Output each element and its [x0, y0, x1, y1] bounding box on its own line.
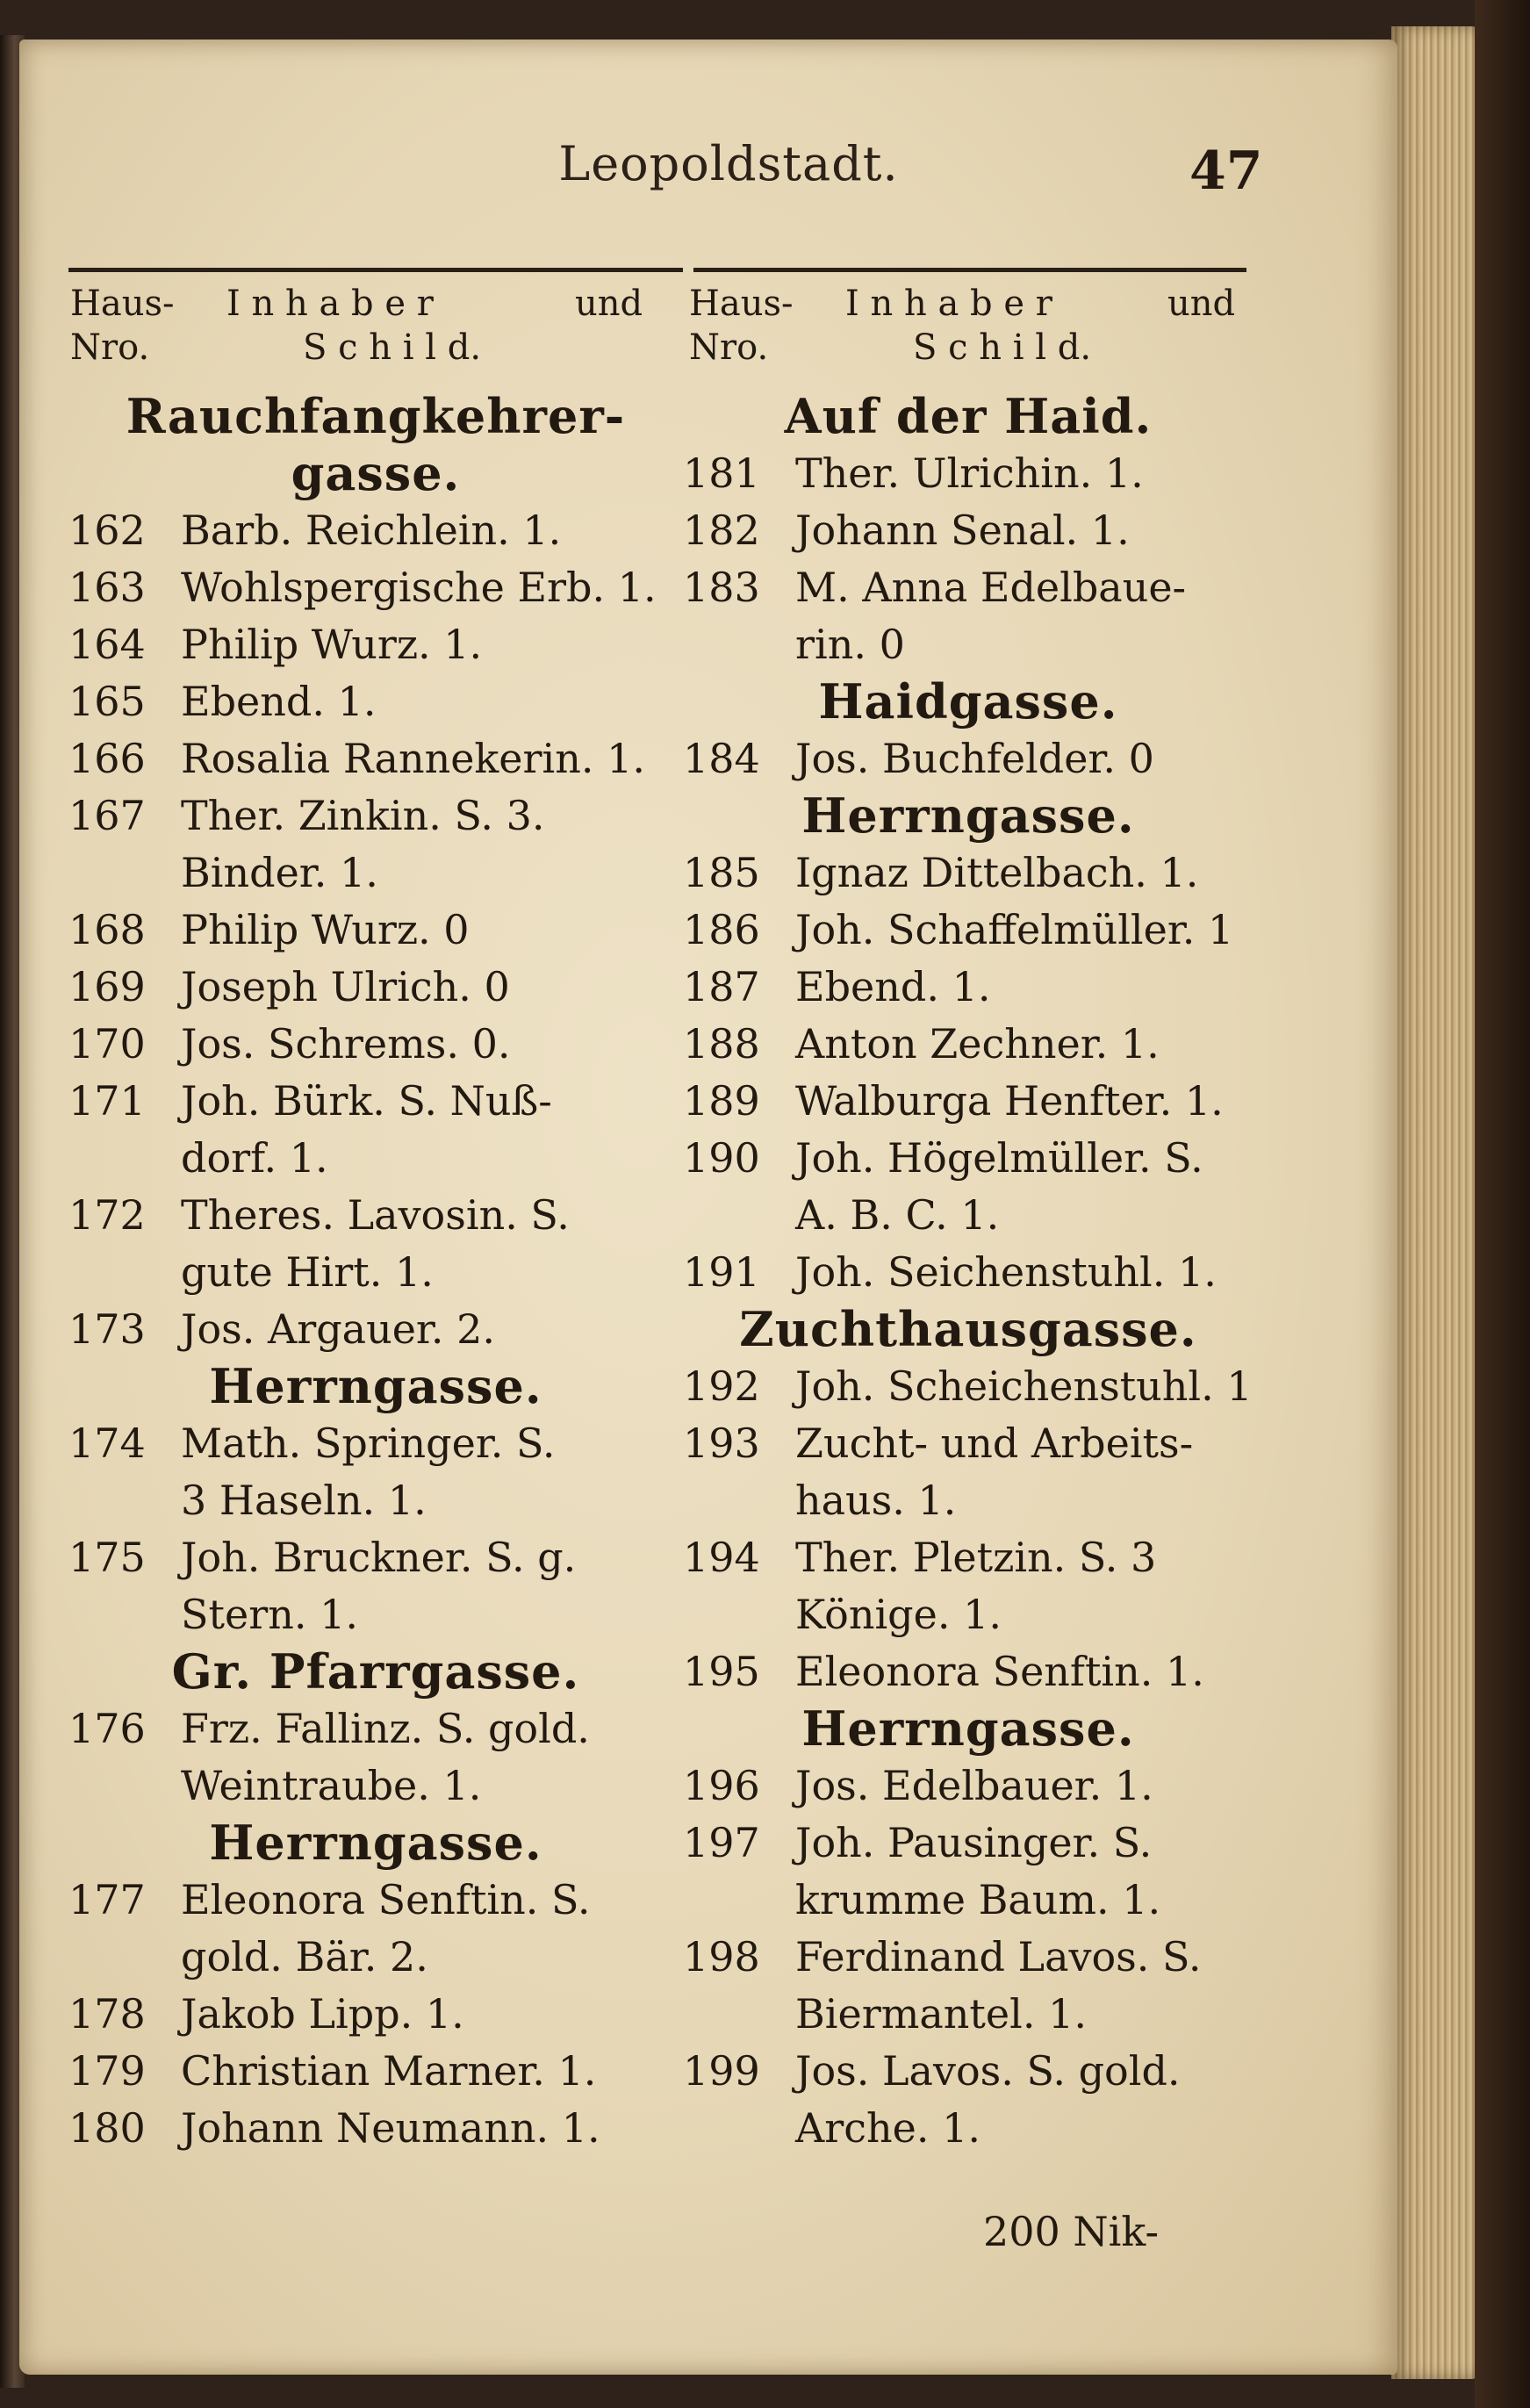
- entry-continuation: [68, 1130, 683, 1187]
- house-number: 182: [683, 507, 760, 554]
- owner-text: Arche. 1.: [795, 2104, 980, 2152]
- house-number: 189: [683, 1077, 760, 1125]
- entry-continuation: [68, 1244, 683, 1301]
- house-entry: [683, 559, 1253, 616]
- house-number: 194: [683, 1534, 760, 1581]
- house-number: 170: [68, 1020, 146, 1067]
- house-number: 186: [683, 906, 760, 953]
- house-number: 185: [683, 849, 760, 896]
- entry-continuation: [68, 1757, 683, 1815]
- owner-text: Stern. 1.: [181, 1591, 358, 1638]
- house-number: 180: [68, 2104, 146, 2152]
- house-entry: [68, 730, 683, 787]
- house-number: 175: [68, 1534, 146, 1581]
- page-edges: [1391, 26, 1479, 2379]
- owner-text: Rosalia Rannekerin. 1.: [181, 735, 645, 782]
- house-entry: [68, 616, 683, 673]
- entry-continuation: [683, 2100, 1253, 2157]
- owner-text: Biermantel. 1.: [795, 1990, 1087, 2038]
- street-heading: [683, 388, 1253, 445]
- house-number: 183: [683, 564, 760, 611]
- street-heading: [683, 787, 1253, 845]
- entry-continuation: [683, 1586, 1253, 1643]
- house-number: 193: [683, 1420, 760, 1467]
- house-number: 168: [68, 906, 146, 953]
- house-entry: [683, 1244, 1253, 1301]
- house-entry: [683, 502, 1253, 559]
- house-entry: [68, 559, 683, 616]
- house-number: 190: [683, 1134, 760, 1182]
- owner-text: Joh. Bürk. S. Nuß-: [181, 1077, 552, 1125]
- street-name: Gr. Pfarrgasse.: [171, 1643, 580, 1700]
- house-number: 188: [683, 1020, 760, 1067]
- owner-text: Christian Marner. 1.: [181, 2047, 597, 2095]
- owner-text: gold. Bär. 2.: [181, 1933, 428, 1980]
- owner-text: Jos. Schrems. 0.: [181, 1020, 511, 1067]
- house-entry: [683, 1415, 1253, 1472]
- street-name: gasse.: [291, 445, 461, 501]
- owner-text: Eleonora Senftin. 1.: [795, 1648, 1204, 1695]
- street-heading: [68, 1815, 683, 1872]
- owner-text: Joh. Pausinger. S.: [795, 1819, 1153, 1866]
- house-number: 178: [68, 1990, 146, 2038]
- house-entry: [68, 1073, 683, 1130]
- header-rule-left: [68, 268, 683, 272]
- street-name: Herrngasse.: [209, 1815, 542, 1871]
- house-entry: [683, 1073, 1253, 1130]
- street-heading: [68, 445, 683, 502]
- owner-text: Zucht- und Arbeits-: [795, 1420, 1194, 1467]
- owner-text: Ebend. 1.: [181, 678, 377, 725]
- house-entry: [683, 959, 1253, 1016]
- owner-text: Wohlspergische Erb. 1.: [181, 564, 657, 611]
- house-entry: [68, 502, 683, 559]
- owner-text: Philip Wurz. 1.: [181, 621, 483, 668]
- house-number: 179: [68, 2047, 146, 2095]
- street-heading: [68, 1358, 683, 1415]
- owner-text: haus. 1.: [795, 1477, 957, 1524]
- owner-text: Ther. Ulrichin. 1.: [795, 449, 1144, 497]
- house-number: 181: [683, 449, 760, 497]
- header-rule-right: [693, 268, 1246, 272]
- owner-text: Ther. Pletzin. S. 3: [795, 1534, 1157, 1581]
- house-number: 166: [68, 735, 146, 782]
- house-entry: [68, 1986, 683, 2043]
- entry-continuation: [68, 1586, 683, 1643]
- running-head: Leopoldstadt.: [558, 136, 899, 191]
- street-name: Herrngasse.: [801, 1700, 1135, 1757]
- und-label: und: [575, 284, 643, 324]
- street-heading: [683, 1301, 1253, 1358]
- house-number: 173: [68, 1305, 146, 1353]
- house-number: 196: [683, 1762, 760, 1809]
- inhaber-label: I n h a b e r: [226, 284, 434, 324]
- schild-label: S c h i l d.: [303, 327, 482, 368]
- street-name: Zuchthausgasse.: [739, 1301, 1197, 1357]
- house-number: 197: [683, 1819, 760, 1866]
- house-number: 163: [68, 564, 146, 611]
- und-label: und: [1167, 284, 1236, 324]
- owner-text: Ferdinand Lavos. S.: [795, 1933, 1202, 1980]
- owner-text: Theres. Lavosin. S.: [181, 1191, 570, 1239]
- owner-text: Philip Wurz. 0: [181, 906, 470, 953]
- house-entry: [683, 730, 1253, 787]
- haus-label: Haus-: [689, 284, 794, 324]
- owner-text: Joh. Bruckner. S. g.: [181, 1534, 577, 1581]
- house-entry: [683, 2043, 1253, 2100]
- house-number: 165: [68, 678, 146, 725]
- house-entry: [683, 845, 1253, 902]
- house-entry: [68, 2043, 683, 2100]
- street-heading: [683, 1700, 1253, 1757]
- owner-text: Ebend. 1.: [795, 963, 991, 1010]
- catchword: 200 Nik-: [983, 2208, 1159, 2255]
- book-cover-right: [1475, 0, 1530, 2408]
- street-heading: [68, 388, 683, 445]
- owner-text: Johann Senal. 1.: [795, 507, 1130, 554]
- owner-text: Jos. Edelbauer. 1.: [795, 1762, 1153, 1809]
- entry-continuation: [683, 1472, 1253, 1529]
- owner-text: Johann Neumann. 1.: [181, 2104, 600, 2152]
- house-number: 167: [68, 792, 146, 839]
- owner-text: krumme Baum. 1.: [795, 1876, 1161, 1923]
- house-entry: [68, 959, 683, 1016]
- house-entry: [683, 1815, 1253, 1872]
- right-column: [683, 388, 1253, 2157]
- street-name: Herrngasse.: [209, 1358, 542, 1414]
- house-number: 195: [683, 1648, 760, 1695]
- house-entry: [68, 1872, 683, 1929]
- house-number: 187: [683, 963, 760, 1010]
- owner-text: Ther. Zinkin. S. 3.: [181, 792, 545, 839]
- house-number: 171: [68, 1077, 146, 1125]
- house-entry: [68, 673, 683, 730]
- house-entry: [683, 1643, 1253, 1700]
- street-heading: [683, 673, 1253, 730]
- house-entry: [683, 1358, 1253, 1415]
- entry-continuation: [68, 1929, 683, 1986]
- house-entry: [68, 2100, 683, 2157]
- entry-continuation: [683, 1187, 1253, 1244]
- street-heading: [68, 1643, 683, 1700]
- house-entry: [68, 1016, 683, 1073]
- owner-text: Jos. Argauer. 2.: [181, 1305, 495, 1353]
- house-entry: [683, 1929, 1253, 1986]
- owner-text: rin. 0: [795, 621, 905, 668]
- house-entry: [68, 1529, 683, 1586]
- house-entry: [683, 445, 1253, 502]
- schild-label: S c h i l d.: [913, 327, 1092, 368]
- house-number: 198: [683, 1933, 760, 1980]
- house-number: 199: [683, 2047, 760, 2095]
- house-number: 174: [68, 1420, 146, 1467]
- house-number: 164: [68, 621, 146, 668]
- entry-continuation: [683, 616, 1253, 673]
- house-entry: [683, 1016, 1253, 1073]
- house-entry: [683, 1529, 1253, 1586]
- house-number: 162: [68, 507, 146, 554]
- owner-text: M. Anna Edelbaue-: [795, 564, 1187, 611]
- owner-text: Eleonora Senftin. S.: [181, 1876, 591, 1923]
- owner-text: 3 Haseln. 1.: [181, 1477, 427, 1524]
- street-name: Rauchfangkehrer-: [126, 388, 626, 444]
- inhaber-label: I n h a b e r: [845, 284, 1052, 324]
- left-column: [68, 388, 683, 2157]
- nro-label: Nro.: [70, 327, 150, 368]
- entry-continuation: [683, 1986, 1253, 2043]
- owner-text: Jos. Buchfelder. 0: [795, 735, 1154, 782]
- owner-text: Walburga Henfter. 1.: [795, 1077, 1224, 1125]
- house-entry: [683, 1757, 1253, 1815]
- house-entry: [68, 902, 683, 959]
- house-number: 191: [683, 1248, 760, 1296]
- street-name: Haidgasse.: [818, 673, 1118, 730]
- owner-text: A. B. C. 1.: [795, 1191, 1000, 1239]
- owner-text: Joh. Schaffelmüller. 1: [795, 906, 1234, 953]
- owner-text: Joh. Högelmüller. S.: [795, 1134, 1203, 1182]
- owner-text: Joh. Seichenstuhl. 1.: [795, 1248, 1217, 1296]
- house-number: 172: [68, 1191, 146, 1239]
- owner-text: Barb. Reichlein. 1.: [181, 507, 562, 554]
- house-entry: [68, 1301, 683, 1358]
- owner-text: Anton Zechner. 1.: [795, 1020, 1160, 1067]
- owner-text: Weintraube. 1.: [181, 1762, 482, 1809]
- house-number: 169: [68, 963, 146, 1010]
- house-number: 177: [68, 1876, 146, 1923]
- house-number: 192: [683, 1362, 760, 1410]
- owner-text: dorf. 1.: [181, 1134, 328, 1182]
- street-name: Auf der Haid.: [784, 388, 1153, 444]
- owner-text: Frz. Fallinz. S. gold.: [181, 1705, 590, 1752]
- owner-text: Joh. Scheichenstuhl. 1: [795, 1362, 1253, 1410]
- house-entry: [683, 1130, 1253, 1187]
- house-entry: [68, 1187, 683, 1244]
- page-number: 47: [1189, 140, 1263, 202]
- house-number: 184: [683, 735, 760, 782]
- owner-text: Binder. 1.: [181, 849, 378, 896]
- haus-label: Haus-: [70, 284, 175, 324]
- entry-continuation: [683, 1872, 1253, 1929]
- owner-text: Jos. Lavos. S. gold.: [795, 2047, 1181, 2095]
- owner-text: Jakob Lipp. 1.: [181, 1990, 464, 2038]
- house-entry: [68, 787, 683, 845]
- house-entry: [68, 1700, 683, 1757]
- owner-text: Könige. 1.: [795, 1591, 1002, 1638]
- house-entry: [68, 1415, 683, 1472]
- entry-continuation: [68, 845, 683, 902]
- entry-continuation: [68, 1472, 683, 1529]
- owner-text: Ignaz Dittelbach. 1.: [795, 849, 1199, 896]
- house-number: 176: [68, 1705, 146, 1752]
- owner-text: Joseph Ulrich. 0: [181, 963, 510, 1010]
- street-name: Herrngasse.: [801, 787, 1135, 844]
- nro-label: Nro.: [689, 327, 769, 368]
- owner-text: gute Hirt. 1.: [181, 1248, 434, 1296]
- house-entry: [683, 902, 1253, 959]
- owner-text: Math. Springer. S.: [181, 1420, 556, 1467]
